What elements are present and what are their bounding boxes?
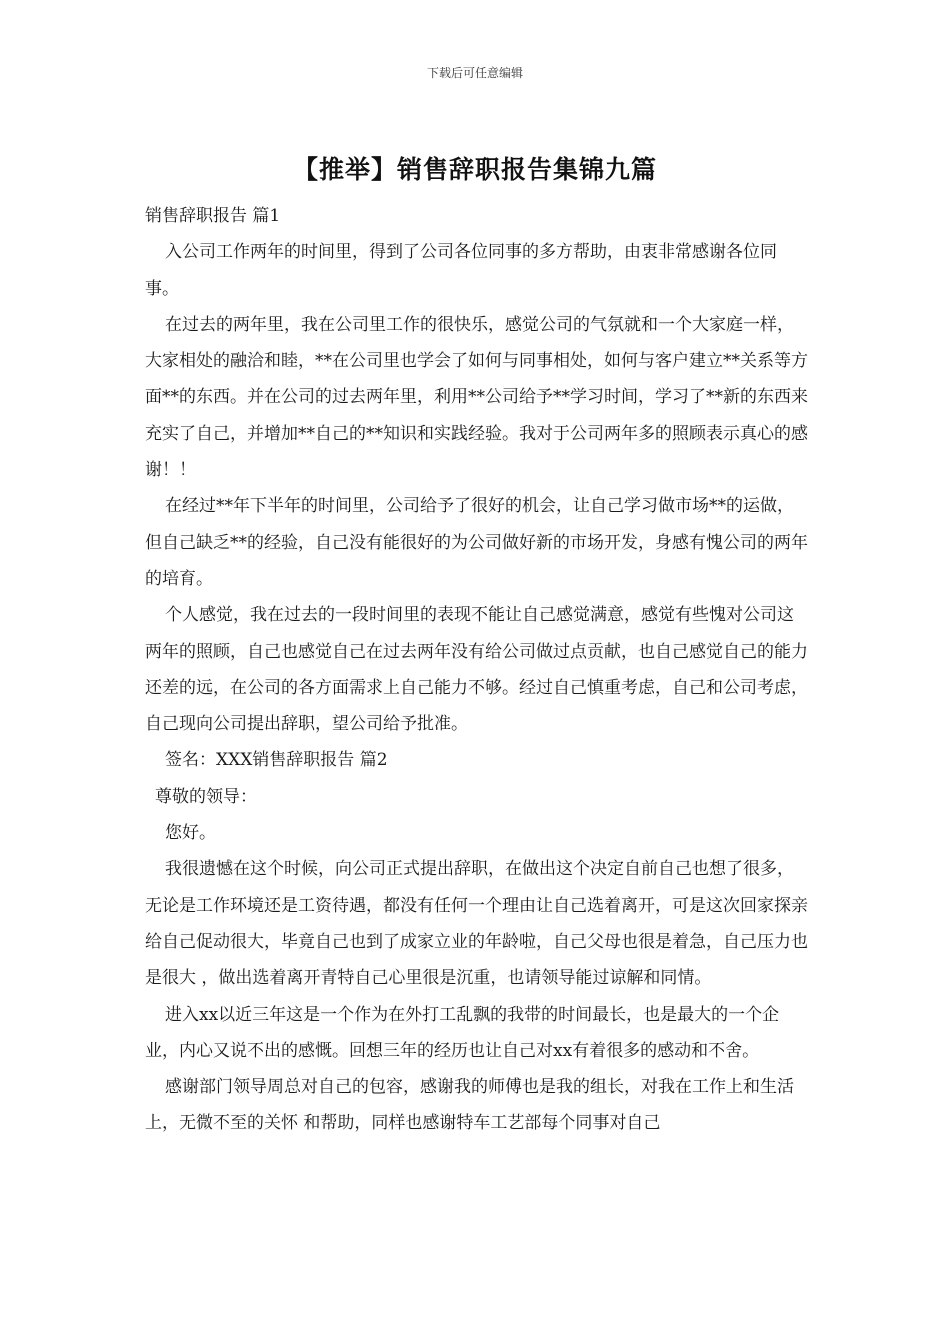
salutation: 尊敬的领导： bbox=[155, 786, 257, 807]
greeting: 您好。 bbox=[165, 823, 216, 844]
paragraph: 在经过**年下半年的时间里，公司给予了很好的机会，让自己学习做市场**的运做，但自己缺乏**的经验，自己没有能很好的为公司做好新的市场开发，身感有愧公司的两年的培育。 bbox=[145, 496, 808, 589]
paragraph: 在过去的两年里，我在公司里工作的很快乐，感觉公司的气氛就和一个大家庭一样，大家相处的融洽和睦，**在公司里也学会了如何与同事相处，如何与客户建立**关系等方面**的东西。并在公司的过去两年里，利用**公司给予**学习时间，学习了**新的东西来充实了自己，并增加**自己的**知识和实践经验。我对于公司两年多的照顾表示真心的感谢！！ bbox=[145, 314, 808, 481]
paragraph: 个人感觉，我在过去的一段时间里的表现不能让自己感觉满意，感觉有些愧对公司这两年的照顾，自己也感觉自己在过去两年没有给公司做过点贡献，也自己感觉自己的能力还差的远，在公司的各方面需求上自己能力不够。经过自己慎重考虑，自己和公司考虑，自己现向公司提出辞职，望公司给予批准。 bbox=[145, 605, 808, 735]
paragraph: 我很遗憾在这个时候，向公司正式提出辞职，在做出这个决定自前自己也想了很多，无论是工作环境还是工资待遇，都没有任何一个理由让自己选着离开，可是这次回家探亲给自己促动很大，毕竟自己也到了成家立业的年龄啦，自己父母也很是着急，自己压力也是很大 ，做出选着离开青特自己心里很是沉重，也请领导能过谅解和同情。 bbox=[145, 859, 808, 989]
document-body bbox=[145, 198, 810, 1142]
signature-and-heading: 签名：XXX销售辞职报告 篇2 bbox=[165, 750, 388, 771]
paragraph: 进入xx以近三年这是一个作为在外打工乱飘的我带的时间最长，也是最大的一个企业，内心又说不出的感慨。回想三年的经历也让自己对xx有着很多的感动和不舍。 bbox=[145, 1004, 780, 1061]
section-heading: 销售辞职报告 篇1 bbox=[145, 206, 281, 226]
header-note: 下载后可任意编辑 bbox=[426, 66, 523, 80]
paragraph: 感谢部门领导周总对自己的包容，感谢我的师傅也是我的组长，对我在工作上和生活上，无微不至的关怀 和帮助，同样也感谢特车工艺部每个同事对自己 bbox=[145, 1077, 794, 1134]
page-title: 【推举】销售辞职报告集锦九篇 bbox=[292, 155, 657, 184]
paragraph: 入公司工作两年的时间里，得到了公司各位同事的多方帮助，由衷非常感谢各位同事。 bbox=[145, 242, 777, 299]
